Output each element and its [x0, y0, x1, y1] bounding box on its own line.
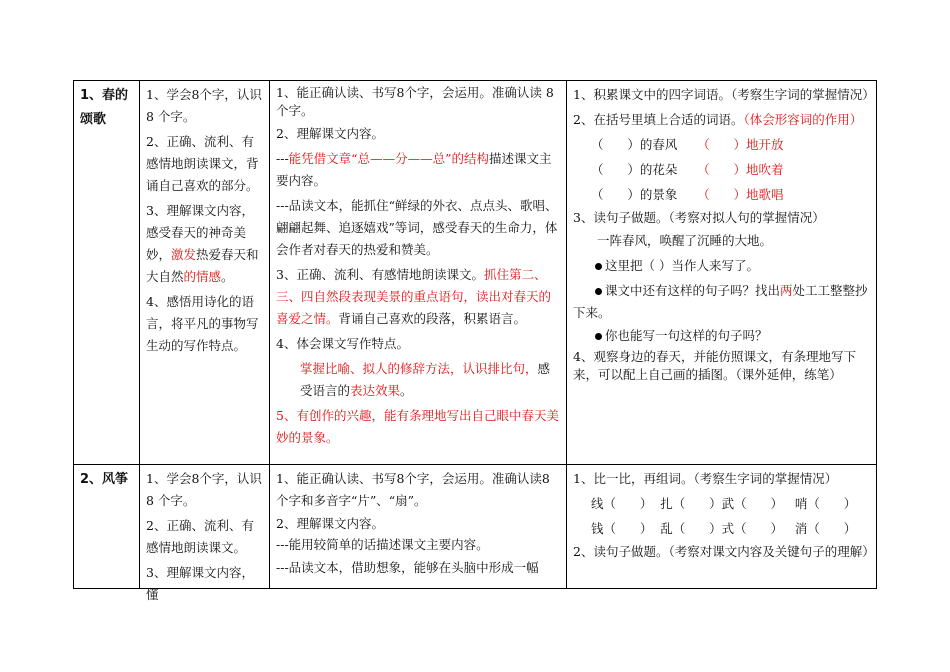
text-run: 热爱春天和大自然	[146, 247, 259, 284]
text-run: ---品读文本，借助想象，能够在头脑中形成一幅	[276, 560, 539, 575]
table-row	[74, 81, 877, 465]
text-run: 2、读句子做题。（考察对课文内容及关键句子的理解）	[573, 544, 875, 559]
text-run: 1、比一比，再组词。（考察生字词的掌握情况）	[573, 471, 838, 486]
paragraph	[276, 84, 561, 120]
paragraph	[573, 159, 871, 181]
text-run: 1、积累课文中的四字词语。（考察生字词的掌握情况）	[573, 87, 875, 102]
text-run: 。	[221, 269, 234, 284]
paragraph	[573, 134, 871, 156]
text-run: （ ）的景象	[591, 187, 698, 202]
text-run: 线（ ） 扎（ ）武（ ） 哨（ ）	[591, 496, 857, 511]
text-run: 课文中还有这样的句子吗？找出	[605, 283, 781, 298]
paragraph	[146, 515, 264, 559]
text-run: 2、正确、流利、有感情地朗读课文，背诵自己喜欢的部分。	[146, 134, 259, 193]
paragraph	[573, 468, 871, 490]
table-row	[74, 465, 877, 589]
paragraph	[573, 109, 871, 131]
paragraph	[573, 348, 871, 384]
paragraph	[146, 468, 264, 512]
text-run: 1、学会8个字，认识8 个字。	[146, 87, 262, 124]
text-run: 1、能正确认读、书写8个字，会运用。准确认读 8 个字。	[276, 85, 554, 118]
paragraph	[573, 493, 871, 515]
bullet-item	[573, 327, 871, 345]
bullet-dot-icon	[595, 333, 602, 340]
exercises-list	[573, 84, 875, 384]
goals-cell	[140, 81, 270, 465]
highlighted-text: 两	[780, 283, 793, 298]
text-run: 3、理解课文内容，懂	[146, 565, 254, 602]
paragraph	[276, 195, 561, 261]
highlighted-text: （体会形容词的作用）	[743, 112, 863, 127]
text-run: 2、理解课文内容。	[276, 516, 384, 531]
paragraph	[276, 468, 561, 512]
paragraph	[573, 209, 871, 227]
exercises-cell	[567, 81, 877, 465]
text-run: 感受语言的	[300, 361, 551, 398]
highlighted-text: 的情感	[183, 269, 222, 284]
text-run: 1、学会8个字，认识8 个字。	[146, 471, 262, 508]
highlighted-text: 掌握比喻、拟人的修辞方法，认识排比句，	[300, 361, 538, 376]
goals-list	[146, 468, 264, 602]
goals-cell	[140, 465, 270, 602]
paragraph	[573, 230, 871, 252]
requirements-cell	[270, 81, 567, 465]
bullet-item	[573, 280, 871, 324]
text-run: 描述课文主要内容。	[276, 151, 552, 188]
highlighted-text: 抓住第二、三、四自然段表现美景的重点语句，读出对春天的喜爱之情。	[276, 267, 552, 326]
highlighted-text: （ ）地开放	[697, 137, 784, 152]
text-run: 。	[400, 383, 413, 398]
paragraph	[276, 557, 561, 579]
requirements-list	[276, 468, 561, 580]
text-run: ---品读文本，能抓住“鲜绿的外衣、点点头、歌唱、翩翩起舞、追逐嬉戏”等词，感受春天的生命力，体会作者对春天的热爱和赞美。	[276, 198, 558, 257]
lesson-plan-table	[73, 80, 877, 602]
exercises-cell	[567, 465, 877, 589]
text-run: 1、能正确认读、书写8个字，会运用。准确认读8个字和多音字“片”、“扇”。	[276, 471, 550, 508]
text-run: 3、读句子做题。（考察对拟人句的掌握情况）	[573, 210, 825, 225]
text-run: 4、观察身边的春天，并能仿照课文，有条理地写下来，可以配上自己画的插图。（课外延伸，练笔）	[573, 349, 856, 382]
paragraph	[573, 84, 875, 106]
highlighted-text: （ ）地吹着	[697, 162, 784, 177]
text-run: 2、正确、流利、有感情地朗读课文。	[146, 518, 254, 555]
text-run: 4、体会课文写作特点。	[276, 336, 409, 351]
lesson-title: 2、风筝	[80, 472, 129, 487]
paragraph	[276, 358, 561, 402]
paragraph	[276, 536, 561, 554]
requirements-list	[276, 84, 561, 449]
paragraph	[276, 333, 561, 355]
text-run: 这里把（ ）当作人来写了。	[605, 258, 759, 273]
text-run: 3、理解课文内容，感受春天的神奇美妙，	[146, 203, 254, 262]
paragraph	[146, 84, 264, 128]
text-run: 4、感悟用诗化的语言，将平凡的事物写生动的写作特点。	[146, 294, 259, 353]
lesson-title-cell	[74, 465, 140, 589]
paragraph	[573, 518, 871, 540]
text-run: 2、在括号里填上合适的词语。	[573, 112, 744, 127]
text-run: 一阵春风，唤醒了沉睡的大地。	[597, 233, 773, 248]
text-run: 2、理解课文内容。	[276, 126, 384, 141]
bullet-dot-icon	[595, 288, 602, 295]
paragraph	[146, 291, 264, 357]
paragraph	[276, 123, 561, 145]
text-run: 处工工整整抄下来。	[573, 283, 868, 320]
text-run: 3、正确、流利、有感情地朗读课文。	[276, 267, 484, 282]
highlighted-text: 能凭借文章“总——分——总”的结构	[288, 151, 489, 166]
text-run: ---能用较简单的话描述课文主要内容。	[276, 537, 489, 552]
text-run: ---	[276, 151, 289, 166]
bullet-item	[573, 255, 871, 277]
paragraph	[146, 131, 264, 197]
paragraph	[573, 184, 871, 206]
paragraph	[146, 562, 264, 606]
text-run: （ ）的花朵	[591, 162, 698, 177]
paragraph	[573, 543, 875, 561]
paragraph	[276, 405, 561, 449]
text-run: 你也能写一句这样的句子吗？	[605, 328, 768, 343]
requirements-cell	[270, 465, 567, 589]
lesson-title: 1、春的颂歌	[80, 88, 129, 127]
goals-list	[146, 84, 264, 357]
paragraph	[276, 148, 561, 192]
bullet-dot-icon	[595, 263, 602, 270]
paragraph	[276, 515, 561, 533]
highlighted-text: 5、有创作的兴趣，能有条理地写出自己眼中春天美妙的景象。	[276, 408, 559, 445]
paragraph	[146, 200, 264, 288]
highlighted-text: 表达效果	[350, 383, 401, 398]
text-run: （ ）的春风	[591, 137, 698, 152]
highlighted-text: 激发	[171, 247, 197, 262]
text-run: 钱（ ） 乱（ ）式（ ） 消（ ）	[591, 521, 857, 536]
highlighted-text: （ ）地歌唱	[697, 187, 784, 202]
text-run: 背诵自己喜欢的段落，积累语言。	[338, 311, 527, 326]
lesson-title-cell	[74, 81, 140, 465]
exercises-list	[573, 468, 875, 580]
paragraph	[276, 264, 561, 330]
